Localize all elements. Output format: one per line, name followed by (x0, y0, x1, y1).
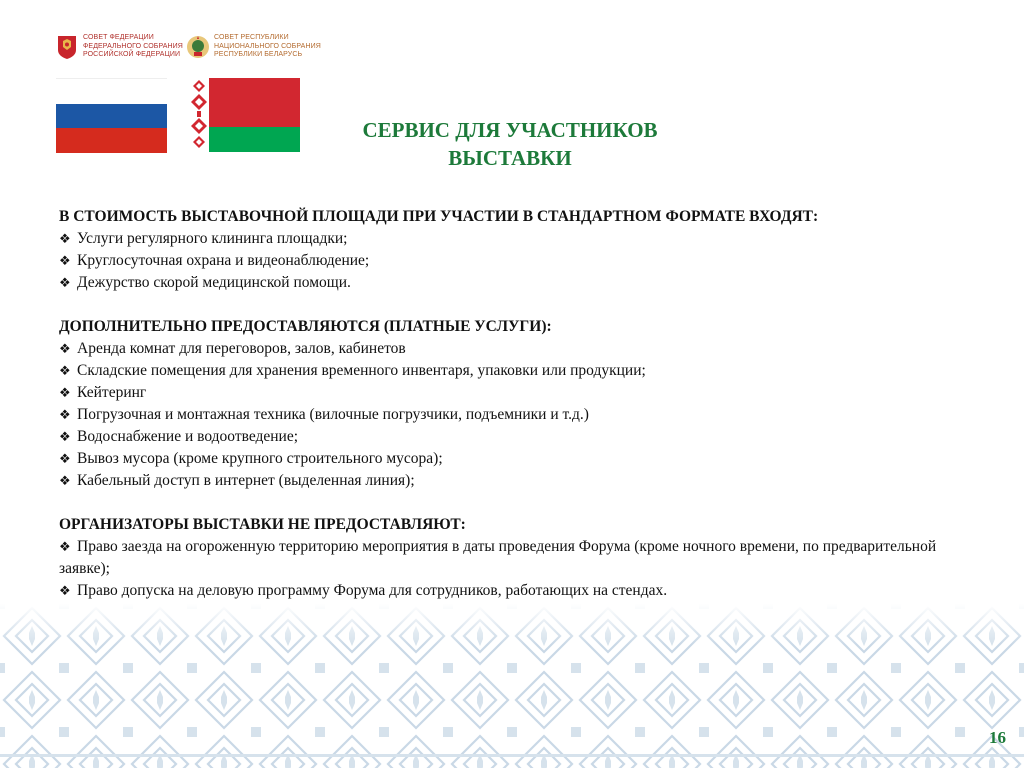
bullet-icon: ❖ (59, 363, 71, 378)
bullet-icon: ❖ (59, 429, 71, 444)
section-not-provided (59, 514, 984, 602)
title-line-1: СЕРВИС ДЛЯ УЧАСТНИКОВ (362, 118, 658, 142)
russia-flag (56, 78, 167, 152)
page-title (300, 116, 720, 172)
bullet-icon: ❖ (59, 539, 71, 554)
bullet-icon: ❖ (59, 583, 71, 598)
list-item: ❖ Аренда комнат для переговоров, залов, кабинетов (59, 338, 984, 360)
section-heading: ОРГАНИЗАТОРЫ ВЫСТАВКИ НЕ ПРЕДОСТАВЛЯЮТ: (59, 516, 466, 533)
list-item: ❖ Дежурство скорой медицинской помощи. (59, 272, 984, 294)
belarus-flag-ornament-icon (189, 78, 209, 152)
section-paid (59, 316, 984, 492)
bullet-icon: ❖ (59, 341, 71, 356)
bullet-icon: ❖ (59, 407, 71, 422)
belarus-council-name: СОВЕТ РЕСПУБЛИКИ НАЦИОНАЛЬНОГО СОБРАНИЯ РЕСПУБЛИКИ БЕЛАРУСЬ (214, 34, 321, 59)
bullet-icon: ❖ (59, 275, 71, 290)
list-item: ❖ Погрузочная и монтажная техника (вилочные погрузчики, подъемники и т.д.) (59, 404, 984, 426)
bullet-icon: ❖ (59, 231, 71, 246)
belarus-flag (189, 78, 300, 152)
belarus-emblem-icon (186, 34, 210, 60)
content (59, 206, 984, 624)
russia-senate-logo (55, 34, 203, 60)
list-item: ❖ Право заезда на огороженную территорию мероприятия в даты проведения Форума (кроме ночного времени, по предварительной заявке); (59, 538, 937, 577)
bullet-icon: ❖ (59, 473, 71, 488)
list-item: ❖ Право допуска на деловую программу Форума для сотрудников, работающих на стендах. (59, 580, 984, 602)
belarus-council-logo (186, 34, 334, 60)
russia-senate-name: СОВЕТ ФЕДЕРАЦИИ ФЕДЕРАЛЬНОГО СОБРАНИЯ РОССИЙСКОЙ ФЕДЕРАЦИИ (83, 34, 183, 59)
bullet-icon: ❖ (59, 451, 71, 466)
page-number: 16 (989, 728, 1006, 747)
section-included (59, 206, 984, 294)
title-line-2: ВЫСТАВКИ (448, 146, 572, 170)
list-item: ❖ Водоснабжение и водоотведение; (59, 426, 984, 448)
section-heading: ДОПОЛНИТЕЛЬНО ПРЕДОСТАВЛЯЮТСЯ (ПЛАТНЫЕ УСЛУГИ): (59, 318, 552, 335)
list-item: ❖ Услуги регулярного клининга площадки; (59, 228, 984, 250)
list-item: ❖ Кейтеринг (59, 382, 984, 404)
list-item: ❖ Кабельный доступ в интернет (выделенная линия); (59, 470, 984, 492)
russia-emblem-icon (55, 34, 79, 60)
bullet-icon: ❖ (59, 253, 71, 268)
list-item: ❖ Складские помещения для хранения временного инвентаря, упаковки или продукции; (59, 360, 984, 382)
decorative-ornament-band (0, 604, 1024, 768)
list-item: ❖ Круглосуточная охрана и видеонаблюдение; (59, 250, 984, 272)
section-heading: В СТОИМОСТЬ ВЫСТАВОЧНОЙ ПЛОЩАДИ ПРИ УЧАСТИИ В СТАНДАРТНОМ ФОРМАТЕ ВХОДЯТ: (59, 208, 819, 225)
bullet-icon: ❖ (59, 385, 71, 400)
list-item: ❖ Вывоз мусора (кроме крупного строительного мусора); (59, 448, 984, 470)
